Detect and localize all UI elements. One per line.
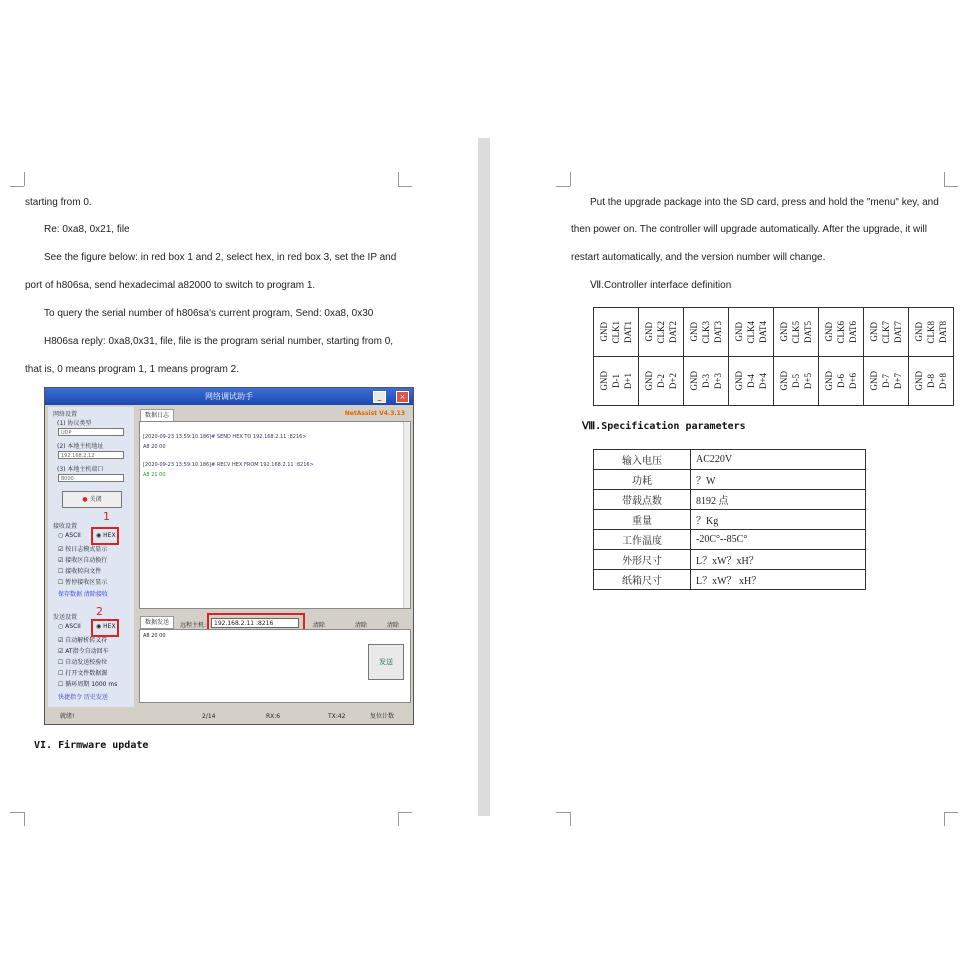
pin-cell [594, 308, 639, 357]
pin-label: GND [734, 371, 744, 391]
crop-mark [570, 172, 571, 186]
crop-mark [556, 812, 570, 813]
clear-button: 清除 [355, 622, 368, 629]
pin-cell [774, 357, 819, 406]
pin-label: CLK6 [836, 320, 846, 344]
crop-mark [398, 812, 412, 813]
spec-key: 输入电压 [594, 450, 691, 470]
recv-option: ☑ 按日志模式显示 [58, 546, 108, 553]
status-bar [48, 711, 410, 722]
spec-key: 外形尺寸 [594, 550, 691, 570]
pin-label: D-8 [926, 374, 936, 388]
ascii-option: ○ ASCII [58, 532, 81, 539]
spec-key: 带载点数 [594, 490, 691, 510]
pin-cell [774, 308, 819, 357]
log-line: [2020-09-23 13:59:10.186]# RECV HEX FROM 192.168.2.11 :8216> [143, 462, 314, 468]
spec-row [594, 570, 866, 590]
crop-mark [944, 172, 945, 186]
close-button-label: 关闭 [89, 496, 102, 503]
red-box-1-number: 1 [103, 510, 110, 523]
pin-label: D-5 [791, 374, 801, 388]
recv-links: 保存数据 清除接收 [58, 591, 108, 598]
pin-label: GND [689, 371, 699, 391]
pin-label: GND [689, 322, 699, 342]
pin-cell [909, 357, 954, 406]
pin-label: GND [599, 371, 609, 391]
pin-label: CLK8 [926, 320, 936, 344]
spec-row [594, 530, 866, 550]
pin-label: D-3 [701, 374, 711, 388]
host-port-input: 8000 [58, 474, 124, 482]
heading-interface-definition: Ⅶ.Controller interface definition [590, 280, 732, 291]
spec-key: 工作温度 [594, 530, 691, 550]
crop-mark [556, 186, 570, 187]
spec-value: ？W [691, 470, 866, 490]
paragraph: starting from 0. [25, 197, 92, 208]
send-option: ☐ 打开文件数据源 [58, 670, 108, 677]
pin-cell [684, 308, 729, 357]
paragraph: To query the serial number of h806sa's current program, Send: 0xa8, 0x30 [44, 308, 374, 319]
crop-mark [10, 812, 24, 813]
host-ip-label: (2) 本地主机地址 [57, 443, 104, 450]
spec-value: AC220V [691, 450, 866, 470]
pin-row-data [594, 357, 954, 406]
pin-label: D+5 [803, 372, 813, 390]
status-ready: 就绪! [60, 713, 75, 720]
pin-label: DAT5 [803, 321, 813, 343]
paragraph: See the figure below: in red box 1 and 2, select hex, in red box 3, set the IP and [44, 252, 397, 263]
paragraph: Re: 0xa8, 0x21, file [44, 224, 130, 235]
paragraph: port of h806sa, send hexadecimal a82000 to switch to program 1. [25, 280, 316, 291]
status-reset: 复位计数 [370, 713, 395, 720]
pin-cell [729, 357, 774, 406]
hex-option: ◉ HEX [96, 532, 116, 539]
pin-definition-table [593, 307, 954, 406]
pin-cell [639, 308, 684, 357]
crop-mark [398, 812, 399, 826]
spec-row [594, 510, 866, 530]
spec-value: 8192 点 [691, 490, 866, 510]
pin-label: DAT3 [713, 321, 723, 343]
pin-label: GND [869, 322, 879, 342]
status-tx: TX:42 [328, 713, 346, 720]
recv-settings-label: 接收设置 [53, 523, 78, 530]
status-rx: RX:6 [266, 713, 281, 720]
page-divider [478, 138, 490, 816]
recv-option: ☐ 暂停接收区显示 [58, 579, 108, 586]
send-option: ☑ AT指令自动回车 [58, 648, 109, 655]
pin-cell [864, 308, 909, 357]
paragraph: restart automatically, and the version number will change. [571, 252, 826, 263]
pin-label: DAT8 [938, 321, 948, 343]
pin-cell [684, 357, 729, 406]
pin-label: D+6 [848, 372, 858, 390]
remote-label: 远程主机: [180, 622, 207, 629]
spec-row [594, 470, 866, 490]
window-titlebar [45, 388, 413, 405]
tab-log: 数据日志 [140, 409, 174, 422]
send-settings-label: 发送设置 [53, 614, 78, 621]
pin-label: GND [914, 371, 924, 391]
paragraph: that is, 0 means program 1, 1 means program 2. [25, 364, 239, 375]
heading-spec-params: Ⅷ.Specification parameters [582, 421, 746, 432]
pin-label: CLK5 [791, 320, 801, 344]
pin-label: D+4 [758, 372, 768, 390]
crop-mark [24, 172, 25, 186]
stop-icon: ● [82, 496, 88, 503]
heading-firmware-update: VI. Firmware update [34, 740, 149, 751]
pin-label: D-4 [746, 374, 756, 388]
pin-label: CLK3 [701, 320, 711, 344]
protocol-label: (1) 协议类型 [57, 420, 92, 427]
crop-mark [944, 186, 958, 187]
pin-label: DAT2 [668, 321, 678, 343]
net-settings-label: 网络设置 [53, 411, 78, 418]
netassist-screenshot [44, 387, 414, 725]
pin-label: GND [869, 371, 879, 391]
crop-mark [398, 172, 399, 186]
pin-cell [729, 308, 774, 357]
paragraph: Put the upgrade package into the SD card, press and hold the "menu" key, and [590, 197, 939, 208]
pin-cell [594, 357, 639, 406]
spec-table [593, 449, 866, 590]
clear-button: 清除 [313, 622, 326, 629]
spec-key: 重量 [594, 510, 691, 530]
recv-option: ☐ 接收转向文件 [58, 568, 102, 575]
host-port-label: (3) 本地主机端口 [57, 466, 104, 473]
status-count: 2/14 [202, 713, 216, 720]
pin-label: GND [824, 322, 834, 342]
pin-cell [864, 357, 909, 406]
crop-mark [944, 812, 958, 813]
spec-row [594, 490, 866, 510]
spec-row [594, 550, 866, 570]
red-box-1 [91, 527, 119, 545]
send-option: ☐ 自动发送校验位 [58, 659, 108, 666]
spec-value: L？xW？ xH？ [691, 570, 866, 590]
close-icon: × [396, 391, 409, 403]
pin-label: D+7 [893, 372, 903, 390]
pin-label: D-7 [881, 374, 891, 388]
pin-cell [819, 308, 864, 357]
crop-mark [944, 812, 945, 826]
pin-label: CLK2 [656, 320, 666, 344]
scrollbar [403, 422, 410, 608]
pin-label: D+1 [623, 372, 633, 390]
pin-label: GND [824, 371, 834, 391]
pin-label: CLK7 [881, 320, 891, 344]
tab-send: 数据发送 [140, 616, 174, 629]
recv-option: ☑ 接收区自动换行 [58, 557, 108, 564]
pin-label: D+3 [713, 372, 723, 390]
pin-cell [909, 308, 954, 357]
window-title: 网络调试助手 [205, 392, 253, 401]
remote-host-input: 192.168.2.11 :8216 [211, 618, 299, 628]
crop-mark [570, 812, 571, 826]
protocol-select: UDP [58, 428, 124, 436]
pin-label: D-1 [611, 374, 621, 388]
pin-label: D+2 [668, 372, 678, 390]
pin-label: D-6 [836, 374, 846, 388]
brand-label: NetAssist V4.3.13 [344, 410, 405, 417]
send-links: 快捷指令 历史发送 [58, 694, 108, 701]
crop-mark [398, 186, 412, 187]
paragraph: H806sa reply: 0xa8,0x31, file, file is the program serial number, starting from 0, [44, 336, 394, 347]
send-option: ☑ 自动解析转义符 [58, 637, 108, 644]
minimize-icon: _ [373, 391, 386, 403]
pin-label: GND [914, 322, 924, 342]
pin-label: DAT4 [758, 321, 768, 343]
pin-label: D-2 [656, 374, 666, 388]
pin-label: GND [779, 322, 789, 342]
spec-value: -20C°--85C° [691, 530, 866, 550]
red-box-2-number: 2 [96, 605, 103, 618]
pin-label: CLK4 [746, 320, 756, 344]
spec-value: ？Kg [691, 510, 866, 530]
pin-label: GND [644, 322, 654, 342]
red-box-2 [91, 619, 119, 637]
pin-label: CLK1 [611, 320, 621, 344]
ascii-option: ○ ASCII [58, 623, 81, 630]
pin-label: D+8 [938, 372, 948, 390]
pin-label: GND [779, 371, 789, 391]
pin-label: GND [734, 322, 744, 342]
log-line: A8 20 00 [143, 444, 166, 450]
pin-label: GND [599, 322, 609, 342]
paragraph: then power on. The controller will upgrade automatically. After the upgrade, it will [571, 224, 927, 235]
close-button [62, 491, 122, 508]
crop-mark [10, 186, 24, 187]
spec-row [594, 450, 866, 470]
pin-row-clock [594, 308, 954, 357]
settings-pane [48, 407, 134, 707]
spec-key: 纸箱尺寸 [594, 570, 691, 590]
spec-value: L？xW？xH？ [691, 550, 866, 570]
pin-cell [819, 357, 864, 406]
log-line: [2020-09-23 13:59:10.186]# SEND HEX TO 192.168.2.11 :8216> [143, 434, 307, 440]
send-button: 发送 [368, 644, 404, 680]
crop-mark [24, 812, 25, 826]
log-line: A8 21 00 [143, 472, 166, 478]
send-content: A8 20 00 [143, 633, 166, 639]
log-area [139, 421, 411, 609]
pin-label: GND [644, 371, 654, 391]
pin-label: DAT1 [623, 321, 633, 343]
hex-option: ◉ HEX [96, 623, 116, 630]
send-option: ☐ 循环周期 1000 ms [58, 681, 118, 688]
pin-label: DAT7 [893, 321, 903, 343]
pin-label: DAT6 [848, 321, 858, 343]
host-ip-input: 192.168.2.12 [58, 451, 124, 459]
spec-key: 功耗 [594, 470, 691, 490]
pin-cell [639, 357, 684, 406]
clear-button: 清除 [387, 622, 400, 629]
